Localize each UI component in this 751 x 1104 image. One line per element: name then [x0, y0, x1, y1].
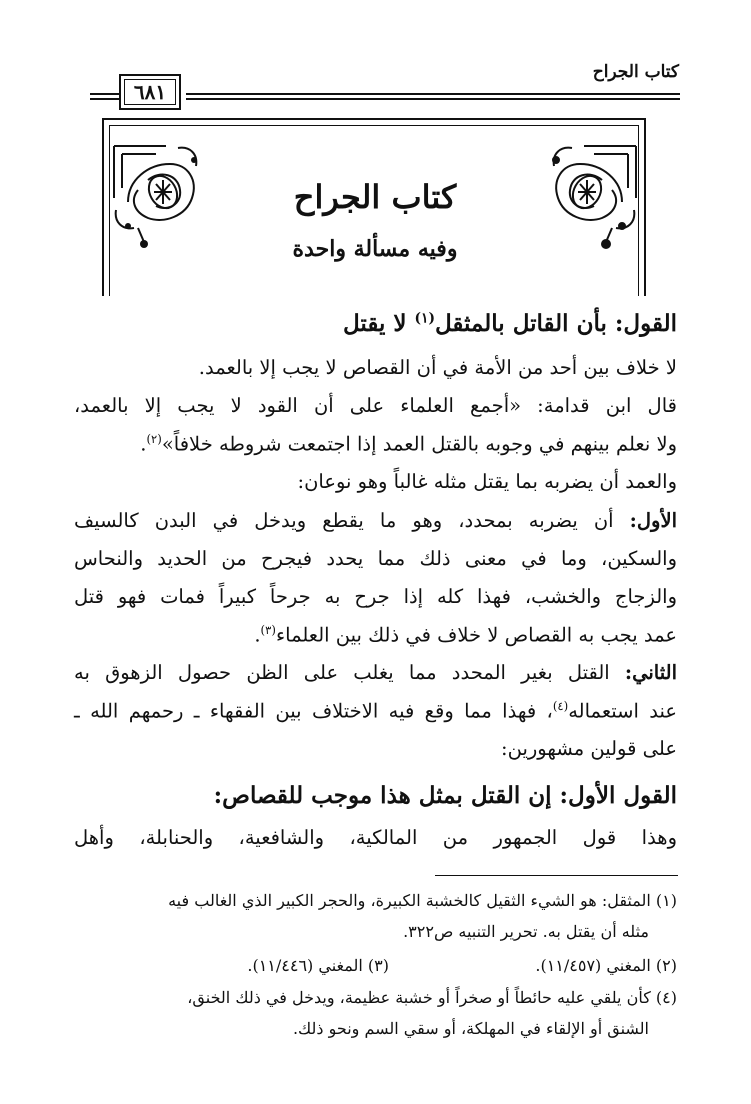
footnote-separator [435, 875, 678, 876]
first-type-line1: الأول: أن يضربه بمحدد، وهو ما يقطع ويدخل في البدن كالسيف [74, 509, 677, 532]
majority-opinion-line: وهذا قول الجمهور من المالكية، والشافعية، والحنابلة، وأهل [74, 826, 677, 849]
second-type-line3: على قولين مشهورين: [501, 737, 677, 760]
footnote-4-line1: (٤) كأن يلقي عليه حائطاً أو صخراً أو خشبة عظيمة، ويدخل في ذلك الخنق، [187, 988, 677, 1007]
ibn-qudama-line1: قال ابن قدامة: «أجمع العلماء على أن القود لا يجب إلا بالعمد، [74, 394, 677, 417]
header-rule-bottom [186, 98, 680, 100]
first-type-line2: والسكين، وما في معنى ذلك مما يحدد فيجرح من الحديد والنحاس [74, 547, 677, 570]
header-rule-left-bottom [90, 98, 119, 100]
footnote-4-line2: الشنق أو الإلقاء في المهلكة، أو سقي السم ونحو ذلك. [292, 1019, 649, 1038]
footnote-2: (٢) المغني (١١/٤٥٧). [535, 956, 677, 975]
book-subtitle: وفيه مسألة واحدة [292, 236, 458, 262]
ibn-qudama-line2: ولا نعلم بينهم في وجوبه بالقتل العمد إذا اجتمعت شروطه خلافاً»$^{(٢)}$. [140, 432, 677, 456]
header-rule-left-top [90, 93, 119, 95]
second-type-line1: الثاني: القتل بغير المحدد مما يغلب على الظن حصول الزهوق به [74, 661, 677, 684]
running-title: كتاب الجراح [592, 62, 679, 82]
floral-corner-ornament-right [546, 140, 642, 252]
footnote-1-line1: (١) المثقل: هو الشيء الثقيل كالخشبة الكبيرة، والحجر الكبير الذي الغالب فيه [168, 891, 677, 910]
first-type-line4: عمد يجب به القصاص لا خلاف في ذلك بين العلماء$^{(٣)}$. [254, 623, 677, 647]
header-rule-top [186, 93, 680, 95]
floral-corner-ornament-left [108, 140, 204, 252]
first-type-line3: والزجاج والخشب، فهذا كله إذا جرح به جرحاً كبيراً فمات فهو قتل [74, 585, 677, 608]
footnote-1-line2: مثله أن يقتل به. تحرير التنبيه ص٣٢٢. [403, 922, 649, 941]
footnote-3: (٣) المغني (١١/٤٤٦). [247, 956, 389, 975]
paragraph-consensus: لا خلاف بين أحد من الأمة في أن القصاص لا يجب إلا بالعمد. [198, 356, 677, 379]
section-heading: القول: بأن القاتل بالمثقل$^{(١)}$ لا يقتل [342, 310, 677, 337]
paragraph-intent-types: والعمد أن يضربه بما يقتل مثله غالباً وهو نوعان: [297, 470, 677, 493]
second-type-line2: عند استعماله$^{(٤)}$، فهذا مما وقع فيه الاختلاف بين الفقهاء ـ رحمهم الله ـ [74, 699, 677, 723]
page-number: ٦٨١ [133, 80, 167, 104]
first-opinion-heading: القول الأول: إن القتل بمثل هذا موجب للقصاص: [213, 782, 677, 809]
book-title: كتاب الجراح [293, 178, 457, 216]
